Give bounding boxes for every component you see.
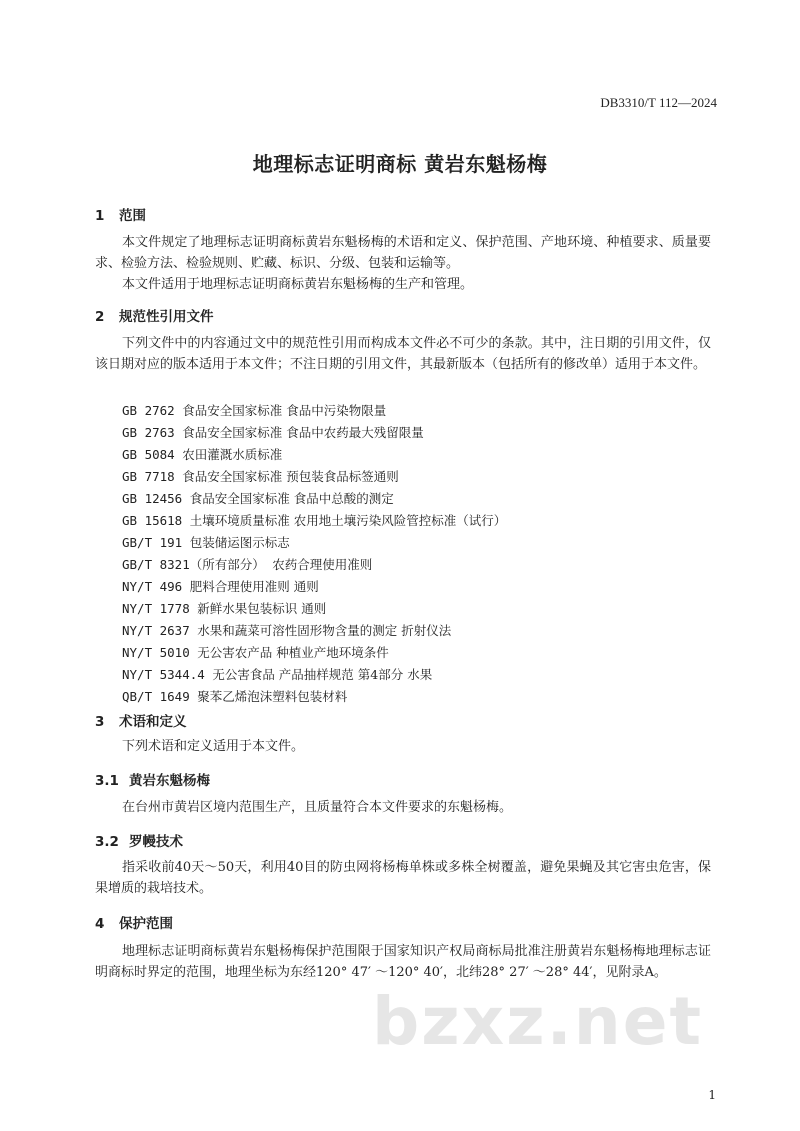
section-2-heading <box>95 305 214 325</box>
reference-item: GB/T 191 包装储运图示标志 <box>122 535 290 550</box>
term-title: 黄岩东魁杨梅 <box>129 773 210 789</box>
section-number: 2 <box>95 309 105 325</box>
reference-item: NY/T 2637 水果和蔬菜可溶性固形物含量的测定 折射仪法 <box>122 623 452 638</box>
section-number: 3 <box>95 714 105 730</box>
section-2-paragraph-1: 下列文件中的内容通过文中的规范性引用而构成本文件必不可少的条款。其中，注日期的引用文件，仅该日期对应的版本适用于本文件；不注日期的引用文件，其最新版本（包括所有的修改单）适用于本文件。 <box>95 336 711 372</box>
section-3-heading <box>95 710 187 730</box>
section-title: 规范性引用文件 <box>119 309 214 325</box>
section-1-heading <box>95 204 146 224</box>
reference-item: GB/T 8321（所有部分） 农药合理使用准则 <box>122 557 373 572</box>
term-number: 3.2 <box>95 834 119 850</box>
reference-item: GB 7718 食品安全国家标准 预包装食品标签通则 <box>122 469 399 484</box>
section-1-paragraph-2: 本文件适用于地理标志证明商标黄岩东魁杨梅的生产和管理。 <box>122 277 474 292</box>
section-4-heading <box>95 912 173 932</box>
reference-item: NY/T 496 肥料合理使用准则 通则 <box>122 579 319 594</box>
document-code: DB3310/T 112—2024 <box>600 95 717 110</box>
term-3-1-definition: 在台州市黄岩区境内范围生产，且质量符合本文件要求的东魁杨梅。 <box>122 800 513 815</box>
term-title: 罗幔技术 <box>129 834 183 850</box>
section-number: 4 <box>95 916 105 932</box>
reference-item: GB 2762 食品安全国家标准 食品中污染物限量 <box>122 403 387 418</box>
section-title: 范围 <box>119 208 146 224</box>
section-title: 保护范围 <box>119 916 173 932</box>
section-title: 术语和定义 <box>119 714 187 730</box>
term-number: 3.1 <box>95 773 119 789</box>
section-3-paragraph-1: 下列术语和定义适用于本文件。 <box>122 739 305 754</box>
term-3-2-definition: 指采收前40天～50天，利用40目的防虫网将杨梅单株或多株全树覆盖，避免果蝇及其它害虫危害，保果增质的栽培技术。 <box>95 860 711 896</box>
watermark: bzxz.net <box>372 983 704 1060</box>
document-title: 地理标志证明商标 黄岩东魁杨梅 <box>252 152 548 176</box>
reference-item: QB/T 1649 聚苯乙烯泡沫塑料包装材料 <box>122 689 348 704</box>
reference-item: GB 15618 土壤环境质量标准 农用地土壤污染风险管控标准（试行） <box>122 513 507 528</box>
reference-item: NY/T 1778 新鲜水果包装标识 通则 <box>122 601 327 616</box>
reference-item: GB 5084 农田灌溉水质标准 <box>122 447 283 462</box>
reference-item: NY/T 5344.4 无公害食品 产品抽样规范 第4部分 水果 <box>122 667 433 682</box>
section-1-paragraph-1: 本文件规定了地理标志证明商标黄岩东魁杨梅的术语和定义、保护范围、产地环境、种植要求、质量要求、检验方法、检验规则、贮藏、标识、分级、包装和运输等。 <box>95 235 711 271</box>
reference-item: GB 12456 食品安全国家标准 食品中总酸的测定 <box>122 491 394 506</box>
page-number: 1 <box>708 1088 716 1102</box>
reference-item: GB 2763 食品安全国家标准 食品中农药最大残留限量 <box>122 425 424 440</box>
section-number: 1 <box>95 208 105 224</box>
section-4-paragraph-1: 地理标志证明商标黄岩东魁杨梅保护范围限于国家知识产权局商标局批准注册黄岩东魁杨梅地理标志证明商标时界定的范围，地理坐标为东经120° 47′ ～120° 40′，北纬28° 27′ ～28° 44′，见附录A。 <box>95 944 711 980</box>
term-3-2-heading <box>95 830 183 850</box>
term-3-1-heading <box>95 769 210 789</box>
reference-item: NY/T 5010 无公害农产品 种植业产地环境条件 <box>122 645 389 660</box>
